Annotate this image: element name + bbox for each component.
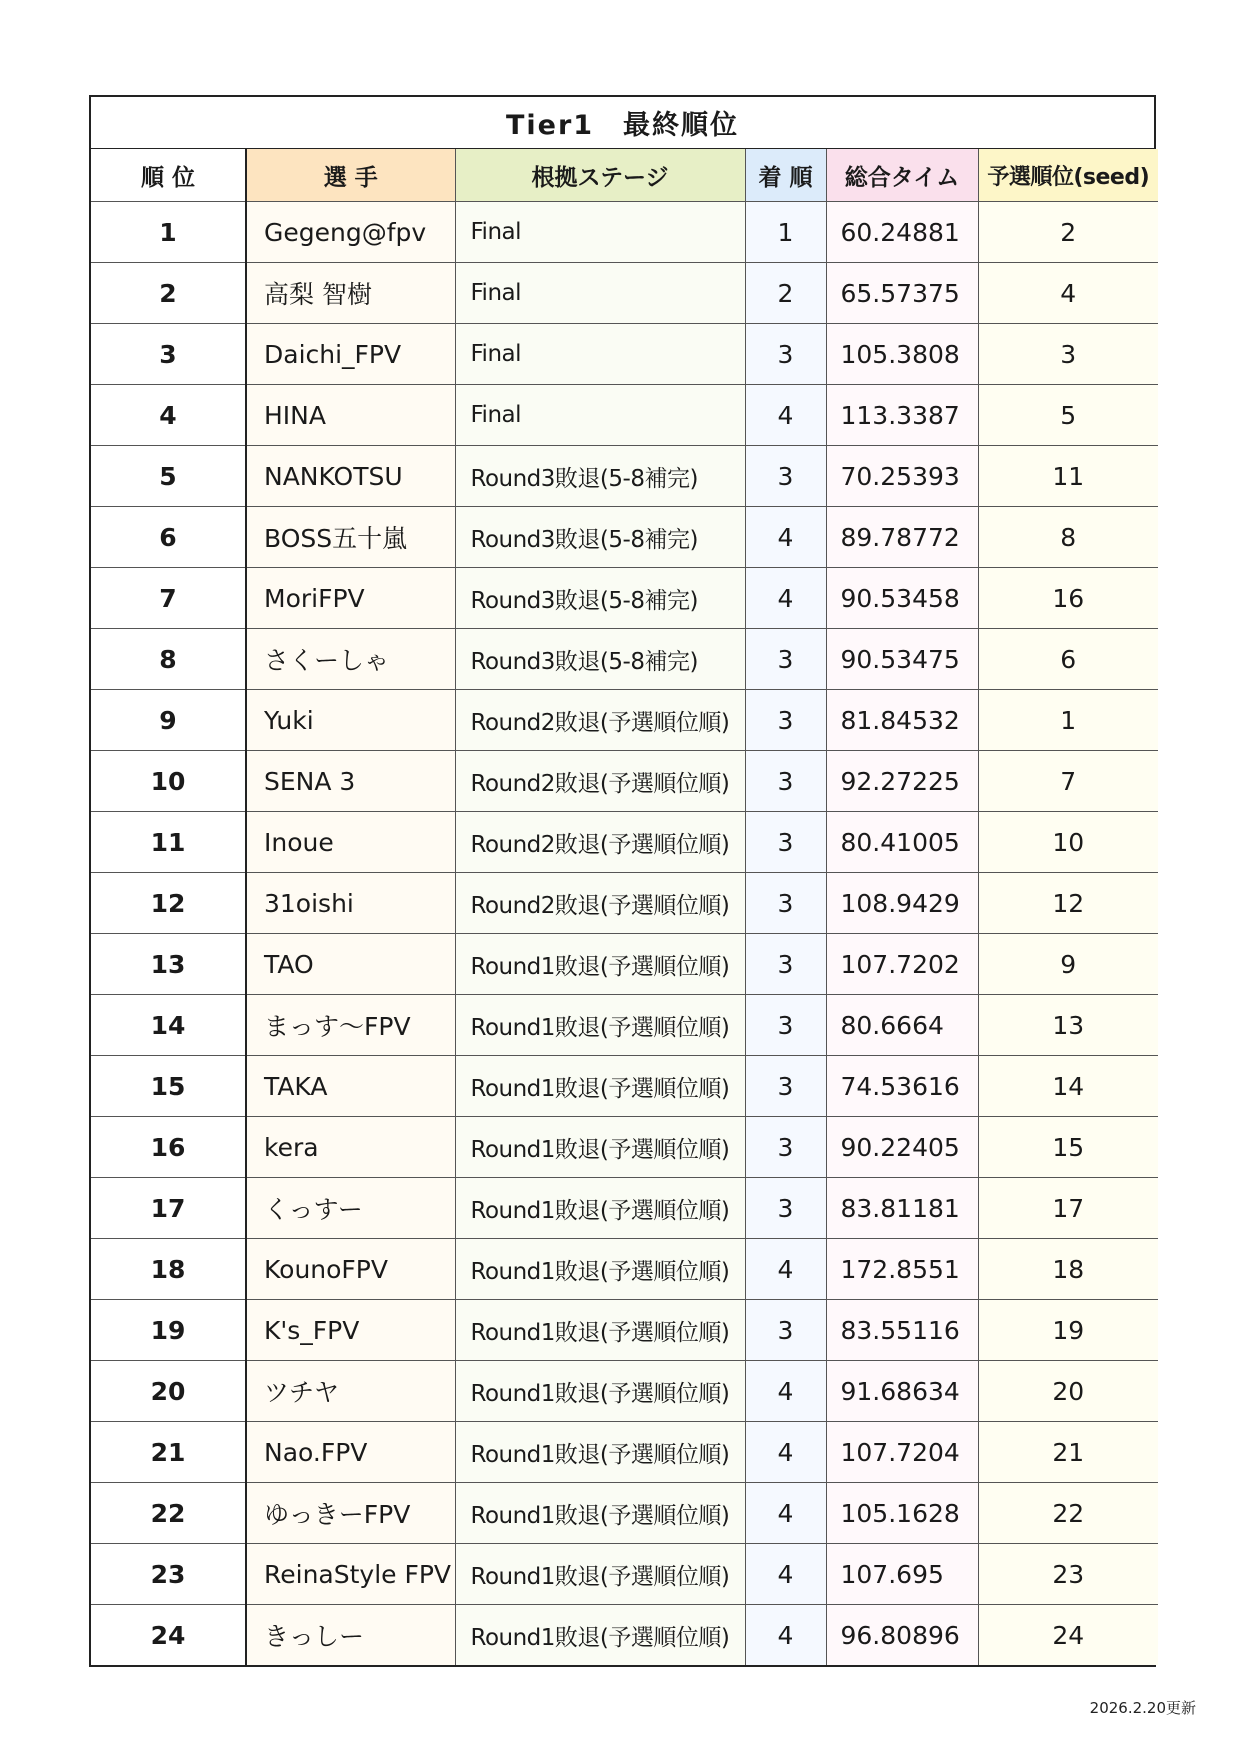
seed-cell: 20 — [978, 1361, 1158, 1422]
total-time-cell: 113.3387 — [826, 385, 978, 446]
player-cell: SENA 3 — [246, 751, 455, 812]
player-cell: Daichi_FPV — [246, 324, 455, 385]
total-time-cell: 90.53475 — [826, 629, 978, 690]
rank-cell: 4 — [91, 385, 246, 446]
table-row — [91, 812, 1158, 873]
page-title: Tier1 最終順位 — [91, 97, 1154, 149]
seed-cell: 17 — [978, 1178, 1158, 1239]
player-cell: kera — [246, 1117, 455, 1178]
finish-order-cell: 3 — [745, 1300, 826, 1361]
finish-order-cell: 4 — [745, 507, 826, 568]
total-time-cell: 91.68634 — [826, 1361, 978, 1422]
table-row — [91, 629, 1158, 690]
seed-cell: 9 — [978, 934, 1158, 995]
total-time-cell: 83.81181 — [826, 1178, 978, 1239]
finish-order-cell: 4 — [745, 1422, 826, 1483]
stage-cell: Round1敗退(予選順位順) — [455, 1483, 745, 1544]
rank-cell: 17 — [91, 1178, 246, 1239]
finish-order-cell: 4 — [745, 1544, 826, 1605]
finish-order-cell: 1 — [745, 202, 826, 263]
rank-cell: 6 — [91, 507, 246, 568]
player-cell: くっすー — [246, 1178, 455, 1239]
seed-cell: 4 — [978, 263, 1158, 324]
rank-cell: 3 — [91, 324, 246, 385]
header-finish-order: 着 順 — [745, 149, 826, 202]
rank-cell: 22 — [91, 1483, 246, 1544]
total-time-cell: 70.25393 — [826, 446, 978, 507]
seed-cell: 10 — [978, 812, 1158, 873]
header-player: 選 手 — [246, 149, 455, 202]
seed-cell: 3 — [978, 324, 1158, 385]
stage-cell: Round2敗退(予選順位順) — [455, 751, 745, 812]
stage-cell: Round1敗退(予選順位順) — [455, 1178, 745, 1239]
table-row — [91, 1605, 1158, 1666]
total-time-cell: 96.80896 — [826, 1605, 978, 1666]
player-cell: きっしー — [246, 1605, 455, 1666]
total-time-cell: 89.78772 — [826, 507, 978, 568]
rank-cell: 15 — [91, 1056, 246, 1117]
finish-order-cell: 3 — [745, 873, 826, 934]
player-cell: 高梨 智樹 — [246, 263, 455, 324]
table-row — [91, 1300, 1158, 1361]
stage-cell: Round1敗退(予選順位順) — [455, 1117, 745, 1178]
player-cell: TAO — [246, 934, 455, 995]
stage-cell: Round1敗退(予選順位順) — [455, 1239, 745, 1300]
finish-order-cell: 2 — [745, 263, 826, 324]
seed-cell: 13 — [978, 995, 1158, 1056]
stage-cell: Round1敗退(予選順位順) — [455, 1361, 745, 1422]
table-row — [91, 1056, 1158, 1117]
table-row — [91, 263, 1158, 324]
table-row — [91, 1361, 1158, 1422]
rank-cell: 8 — [91, 629, 246, 690]
total-time-cell: 65.57375 — [826, 263, 978, 324]
seed-cell: 8 — [978, 507, 1158, 568]
rank-cell: 18 — [91, 1239, 246, 1300]
finish-order-cell: 4 — [745, 568, 826, 629]
total-time-cell: 83.55116 — [826, 1300, 978, 1361]
total-time-cell: 172.8551 — [826, 1239, 978, 1300]
stage-cell: Final — [455, 385, 745, 446]
player-cell: ReinaStyle FPV — [246, 1544, 455, 1605]
rank-cell: 12 — [91, 873, 246, 934]
table-row — [91, 873, 1158, 934]
table-row — [91, 1422, 1158, 1483]
total-time-cell: 105.3808 — [826, 324, 978, 385]
player-cell: ツチヤ — [246, 1361, 455, 1422]
total-time-cell: 60.24881 — [826, 202, 978, 263]
finish-order-cell: 4 — [745, 1361, 826, 1422]
stage-cell: Round1敗退(予選順位順) — [455, 1056, 745, 1117]
total-time-cell: 90.22405 — [826, 1117, 978, 1178]
stage-cell: Final — [455, 263, 745, 324]
player-cell: まっす〜FPV — [246, 995, 455, 1056]
header-total-time: 総合タイム — [826, 149, 978, 202]
table-row — [91, 446, 1158, 507]
seed-cell: 19 — [978, 1300, 1158, 1361]
seed-cell: 16 — [978, 568, 1158, 629]
finish-order-cell: 3 — [745, 324, 826, 385]
finish-order-cell: 3 — [745, 1178, 826, 1239]
player-cell: Inoue — [246, 812, 455, 873]
finish-order-cell: 4 — [745, 385, 826, 446]
finish-order-cell: 3 — [745, 629, 826, 690]
stage-cell: Round1敗退(予選順位順) — [455, 1300, 745, 1361]
total-time-cell: 74.53616 — [826, 1056, 978, 1117]
table-row — [91, 1544, 1158, 1605]
stage-cell: Round3敗退(5-8補完) — [455, 446, 745, 507]
total-time-cell: 90.53458 — [826, 568, 978, 629]
table-row — [91, 995, 1158, 1056]
header-stage: 根拠ステージ — [455, 149, 745, 202]
header-row — [91, 149, 1158, 202]
total-time-cell: 107.695 — [826, 1544, 978, 1605]
rank-cell: 9 — [91, 690, 246, 751]
stage-cell: Round3敗退(5-8補完) — [455, 507, 745, 568]
table-row — [91, 1117, 1158, 1178]
total-time-cell: 105.1628 — [826, 1483, 978, 1544]
finish-order-cell: 3 — [745, 1117, 826, 1178]
table-row — [91, 324, 1158, 385]
seed-cell: 18 — [978, 1239, 1158, 1300]
player-cell: Yuki — [246, 690, 455, 751]
rank-cell: 1 — [91, 202, 246, 263]
table-row — [91, 751, 1158, 812]
rank-cell: 24 — [91, 1605, 246, 1666]
seed-cell: 7 — [978, 751, 1158, 812]
player-cell: K's_FPV — [246, 1300, 455, 1361]
seed-cell: 14 — [978, 1056, 1158, 1117]
player-cell: MoriFPV — [246, 568, 455, 629]
seed-cell: 5 — [978, 385, 1158, 446]
rank-cell: 23 — [91, 1544, 246, 1605]
rank-cell: 5 — [91, 446, 246, 507]
finish-order-cell: 3 — [745, 446, 826, 507]
finish-order-cell: 4 — [745, 1605, 826, 1666]
rank-cell: 21 — [91, 1422, 246, 1483]
player-cell: さくーしゃ — [246, 629, 455, 690]
player-cell: KounoFPV — [246, 1239, 455, 1300]
player-cell: ゆっきーFPV — [246, 1483, 455, 1544]
stage-cell: Round1敗退(予選順位順) — [455, 1605, 745, 1666]
finish-order-cell: 3 — [745, 995, 826, 1056]
stage-cell: Round1敗退(予選順位順) — [455, 995, 745, 1056]
rank-cell: 11 — [91, 812, 246, 873]
finish-order-cell: 3 — [745, 1056, 826, 1117]
seed-cell: 22 — [978, 1483, 1158, 1544]
standings-sheet — [89, 95, 1156, 1667]
rank-cell: 7 — [91, 568, 246, 629]
seed-cell: 6 — [978, 629, 1158, 690]
header-seed: 予選順位(seed) — [978, 149, 1158, 202]
finish-order-cell: 3 — [745, 934, 826, 995]
finish-order-cell: 4 — [745, 1483, 826, 1544]
player-cell: Gegeng@fpv — [246, 202, 455, 263]
stage-cell: Round1敗退(予選順位順) — [455, 1544, 745, 1605]
rank-cell: 10 — [91, 751, 246, 812]
finish-order-cell: 3 — [745, 690, 826, 751]
stage-cell: Round2敗退(予選順位順) — [455, 873, 745, 934]
seed-cell: 15 — [978, 1117, 1158, 1178]
stage-cell: Round3敗退(5-8補完) — [455, 568, 745, 629]
table-row — [91, 568, 1158, 629]
updated-date: 2026.2.20更新 — [1089, 1699, 1196, 1717]
table-row — [91, 1178, 1158, 1239]
player-cell: NANKOTSU — [246, 446, 455, 507]
total-time-cell: 80.41005 — [826, 812, 978, 873]
seed-cell: 12 — [978, 873, 1158, 934]
player-cell: 31oishi — [246, 873, 455, 934]
total-time-cell: 107.7204 — [826, 1422, 978, 1483]
seed-cell: 23 — [978, 1544, 1158, 1605]
table-row — [91, 385, 1158, 446]
table-row — [91, 690, 1158, 751]
stage-cell: Final — [455, 202, 745, 263]
seed-cell: 11 — [978, 446, 1158, 507]
player-cell: Nao.FPV — [246, 1422, 455, 1483]
rank-cell: 2 — [91, 263, 246, 324]
stage-cell: Round2敗退(予選順位順) — [455, 690, 745, 751]
finish-order-cell: 3 — [745, 812, 826, 873]
player-cell: BOSS五十嵐 — [246, 507, 455, 568]
seed-cell: 2 — [978, 202, 1158, 263]
total-time-cell: 81.84532 — [826, 690, 978, 751]
seed-cell: 21 — [978, 1422, 1158, 1483]
player-cell: TAKA — [246, 1056, 455, 1117]
seed-cell: 24 — [978, 1605, 1158, 1666]
player-cell: HINA — [246, 385, 455, 446]
seed-cell: 1 — [978, 690, 1158, 751]
finish-order-cell: 4 — [745, 1239, 826, 1300]
rank-cell: 14 — [91, 995, 246, 1056]
stage-cell: Round2敗退(予選順位順) — [455, 812, 745, 873]
header-rank: 順 位 — [91, 149, 246, 202]
standings-table — [91, 149, 1158, 1665]
finish-order-cell: 3 — [745, 751, 826, 812]
stage-cell: Final — [455, 324, 745, 385]
rank-cell: 16 — [91, 1117, 246, 1178]
rank-cell: 20 — [91, 1361, 246, 1422]
table-row — [91, 1483, 1158, 1544]
rank-cell: 19 — [91, 1300, 246, 1361]
table-row — [91, 202, 1158, 263]
total-time-cell: 108.9429 — [826, 873, 978, 934]
stage-cell: Round3敗退(5-8補完) — [455, 629, 745, 690]
table-row — [91, 1239, 1158, 1300]
total-time-cell: 80.6664 — [826, 995, 978, 1056]
table-row — [91, 507, 1158, 568]
total-time-cell: 92.27225 — [826, 751, 978, 812]
total-time-cell: 107.7202 — [826, 934, 978, 995]
stage-cell: Round1敗退(予選順位順) — [455, 1422, 745, 1483]
standings-body — [91, 202, 1158, 1666]
rank-cell: 13 — [91, 934, 246, 995]
stage-cell: Round1敗退(予選順位順) — [455, 934, 745, 995]
table-row — [91, 934, 1158, 995]
